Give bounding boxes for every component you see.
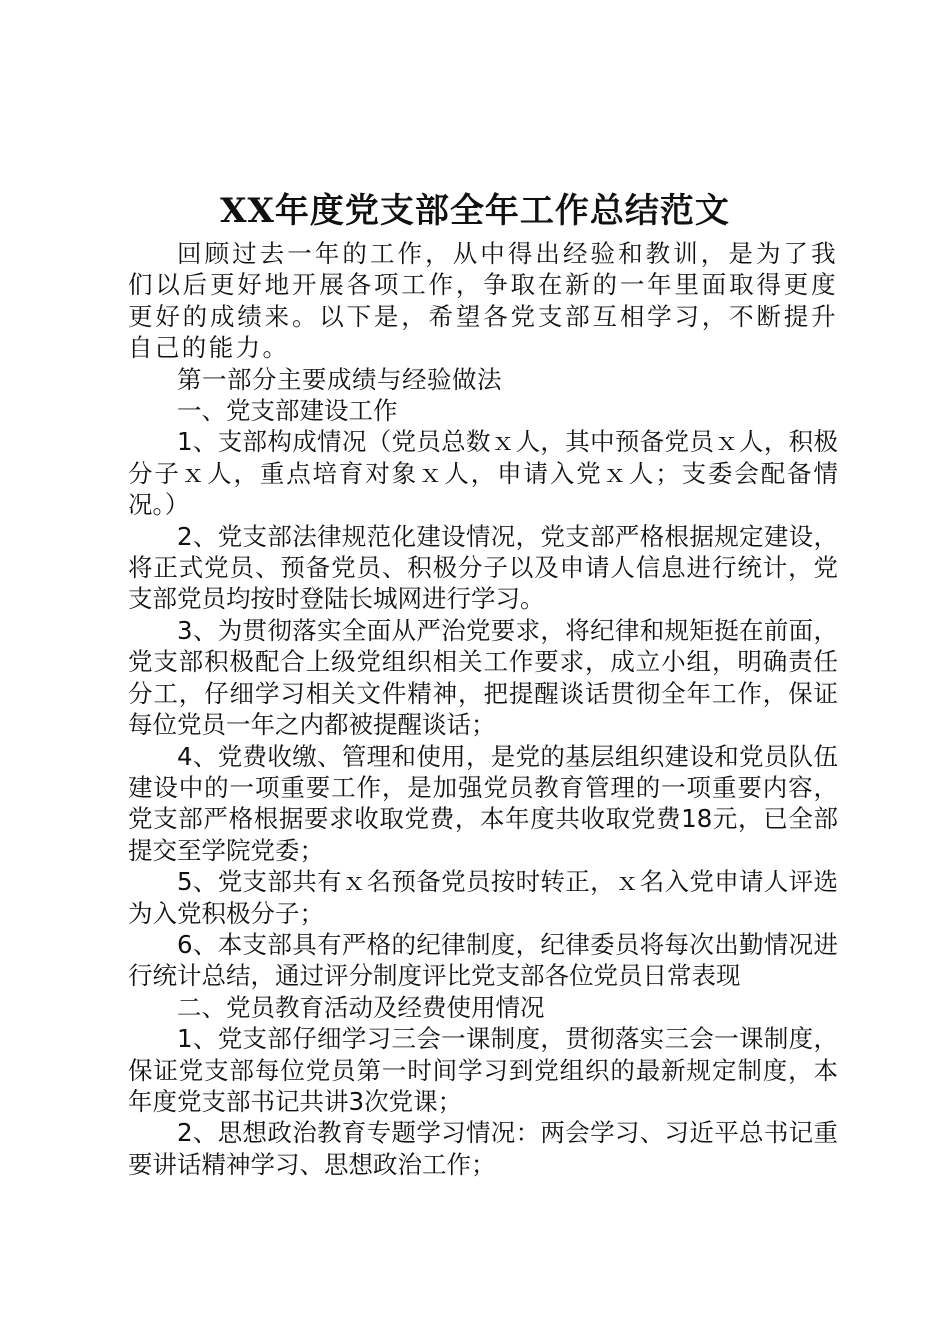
paragraph: 3、为贯彻落实全面从严治党要求，将纪律和规矩挺在前面，党支部积极配合上级党组织相关工作要求，成立小组，明确责任分工，仔细学习相关文件精神，把提醒谈话贯彻全年工作，保证每位党员一年之内都被提醒谈话； <box>128 615 838 740</box>
intro-paragraph: 回顾过去一年的工作，从中得出经验和教训，是为了我们以后更好地开展各项工作，争取在新的一年里面取得更度更好的成绩来。以下是，希望各党支部互相学习，不断提升自己的能力。 <box>128 239 838 363</box>
paragraph: 2、党支部法律规范化建设情况，党支部严格根据规定建设，将正式党员、预备党员、积极分子以及申请人信息进行统计，党支部党员均按时登陆长城网进行学习。 <box>128 521 838 614</box>
section-heading: 二、党员教育活动及经费使用情况 <box>177 992 545 1022</box>
paragraph: 1、党支部仔细学习三会一课制度，贯彻落实三会一课制度，保证党支部每位党员第一时间学习到党组织的最新规定制度，本年度党支部书记共讲3次党课； <box>128 1024 838 1116</box>
document-title: XX年度党支部全年工作总结范文 <box>220 191 730 231</box>
part-heading: 第一部分主要成绩与经验做法 <box>177 364 502 394</box>
paragraph: 5、党支部共有ｘ名预备党员按时转正，ｘ名入党申请人评选为入党积极分子； <box>128 867 838 928</box>
paragraph: 2、思想政治教育专题学习情况：两会学习、习近平总书记重要讲话精神学习、思想政治工作； <box>128 1118 838 1179</box>
document-body <box>128 238 838 1180</box>
paragraph: 6、本支部具有严格的纪律制度，纪律委员将每次出勤情况进行统计总结，通过评分制度评比党支部各位党员日常表现 <box>128 929 838 991</box>
section-heading: 一、党支部建设工作 <box>177 396 398 426</box>
paragraph: 4、党费收缴、管理和使用，是党的基层组织建设和党员队伍建设中的一项重要工作，是加强党员教育管理的一项重要内容，党支部严格根据要求收取党费，本年度共收取党费18元，已全部提交至学院党委； <box>128 741 838 865</box>
paragraph: 1、支部构成情况（党员总数ｘ人，其中预备党员ｘ人，积极分子ｘ人，重点培育对象ｘ人，申请入党ｘ人；支委会配备情况。） <box>128 427 838 520</box>
